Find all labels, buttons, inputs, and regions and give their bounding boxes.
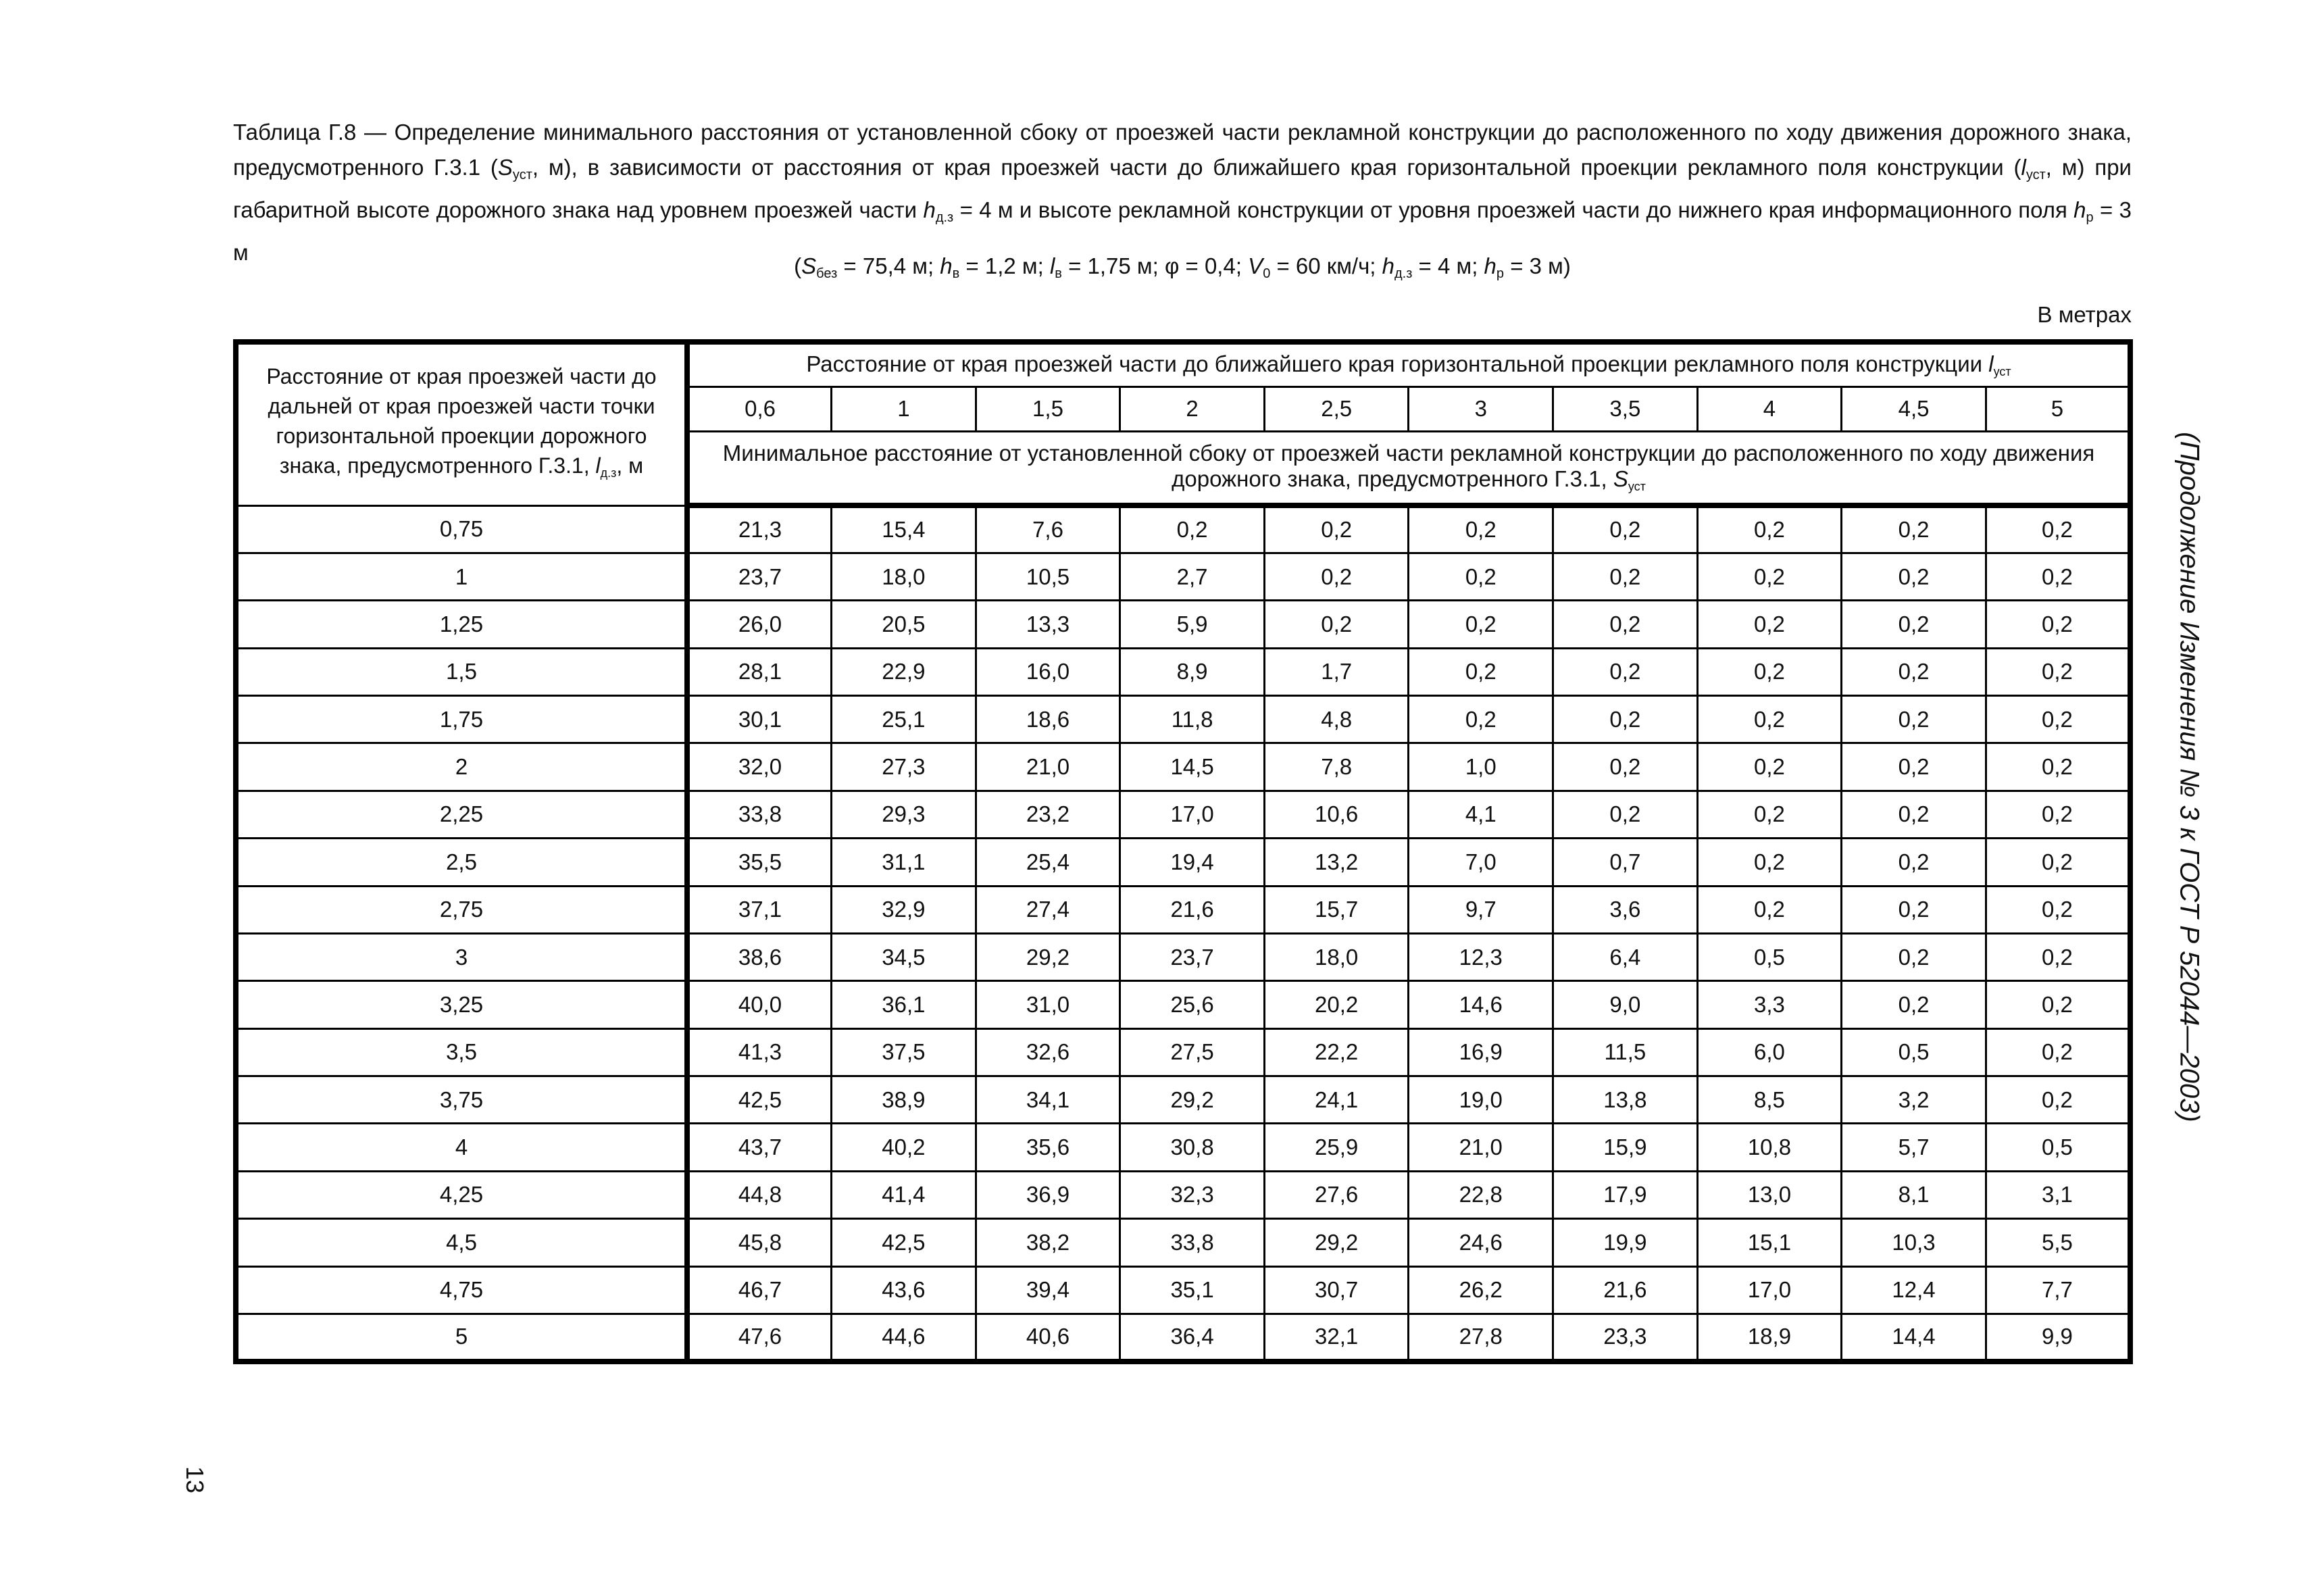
table-cell: 0,2 — [1986, 933, 2130, 980]
table-cell: 7,6 — [976, 505, 1120, 553]
table-cell: 16,0 — [976, 648, 1120, 695]
table-cell: 0,2 — [1697, 743, 1842, 791]
table-cell: 19,0 — [1409, 1076, 1553, 1124]
params-var-sub: д.з — [1394, 266, 1413, 281]
table-row — [236, 1076, 2130, 1124]
table-cell: 10,8 — [1697, 1124, 1842, 1171]
row-label: 4 — [236, 1124, 687, 1171]
caption-text-1: Таблица Г.8 — Определение минимального расстояния от установленной сбоку от проезжей части рекламной конструкции до расположенного по ходу движения дорожного знака, предусмотренного Г.3.1 ( — [233, 120, 2132, 180]
params-var-sub: в — [952, 266, 960, 281]
table-cell: 47,6 — [687, 1314, 832, 1362]
table-cell: 0,2 — [1120, 505, 1265, 553]
table-cell: 20,2 — [1264, 981, 1409, 1028]
params-var-sub: 0 — [1263, 266, 1271, 281]
table-cell: 29,2 — [1120, 1076, 1265, 1124]
caption-text-4: = 4 м и высоте рекламной конструкции от уровня проезжей части до нижнего края информационного поля — [953, 197, 2074, 222]
table-cell: 21,3 — [687, 505, 832, 553]
caption-text-5: = 3 м — [233, 197, 2132, 265]
table-cell: 10,6 — [1264, 791, 1409, 838]
table-cell: 35,1 — [1120, 1266, 1265, 1314]
table-cell: 31,1 — [832, 839, 976, 886]
table-cell: 13,8 — [1553, 1076, 1698, 1124]
values-header — [687, 431, 2130, 505]
table-cell: 16,9 — [1409, 1028, 1553, 1076]
table-row — [236, 886, 2130, 933]
table-cell: 6,0 — [1697, 1028, 1842, 1076]
table-row — [236, 791, 2130, 838]
table-cell: 0,2 — [1697, 648, 1842, 695]
table-cell: 0,5 — [1986, 1124, 2130, 1171]
table-row — [236, 648, 2130, 695]
column-header: 1 — [832, 386, 976, 431]
table-cell: 0,2 — [1986, 553, 2130, 600]
table-cell: 33,8 — [687, 791, 832, 838]
table-cell: 3,2 — [1842, 1076, 1986, 1124]
table-cell: 29,2 — [976, 933, 1120, 980]
table-cell: 7,0 — [1409, 839, 1553, 886]
table-cell: 42,5 — [832, 1219, 976, 1266]
table-row — [236, 1219, 2130, 1266]
row-label: 1 — [236, 553, 687, 600]
table-cell: 40,0 — [687, 981, 832, 1028]
table-cell: 25,4 — [976, 839, 1120, 886]
table-cell: 0,2 — [1264, 505, 1409, 553]
table-cell: 3,3 — [1697, 981, 1842, 1028]
row-header-var: l — [595, 453, 601, 478]
caption-var-s: S — [497, 155, 513, 180]
row-header-label — [236, 342, 687, 505]
params-text: = 4 м; — [1412, 253, 1484, 278]
table-cell: 0,2 — [1842, 886, 1986, 933]
page-number: 13 — [181, 1466, 209, 1494]
table-cell: 44,6 — [832, 1314, 976, 1362]
table-cell: 0,2 — [1553, 791, 1698, 838]
table-cell: 0,2 — [1264, 601, 1409, 648]
table-cell: 20,5 — [832, 601, 976, 648]
table-cell: 5,5 — [1986, 1219, 2130, 1266]
row-label: 2,5 — [236, 839, 687, 886]
table-cell: 21,6 — [1120, 886, 1265, 933]
table-cell: 13,2 — [1264, 839, 1409, 886]
table-cell: 0,2 — [1986, 981, 2130, 1028]
table-cell: 18,6 — [976, 696, 1120, 743]
table-cell: 21,0 — [1409, 1124, 1553, 1171]
caption-var-l-sub: уст — [2026, 168, 2046, 182]
table-cell: 11,5 — [1553, 1028, 1698, 1076]
table-cell: 23,3 — [1553, 1314, 1698, 1362]
table-cell: 27,5 — [1120, 1028, 1265, 1076]
table-cell: 0,2 — [1986, 1076, 2130, 1124]
column-group-text: Расстояние от края проезжей части до ближайшего края горизонтальной проекции рекламного поля конструкции — [806, 351, 1989, 376]
values-header-text: Минимальное расстояние от установленной сбоку от проезжей части рекламной конструкции до расположенного по ходу движения дорожного знака, предусмотренного Г.3.1, — [722, 441, 2095, 492]
table-row — [236, 696, 2130, 743]
column-header: 3,5 — [1553, 386, 1698, 431]
row-label: 2 — [236, 743, 687, 791]
table-cell: 4,1 — [1409, 791, 1553, 838]
table-cell: 29,3 — [832, 791, 976, 838]
row-label: 5 — [236, 1314, 687, 1362]
column-group-header — [687, 342, 2130, 386]
table-cell: 10,5 — [976, 553, 1120, 600]
continuation-note: (Продолжение Изменения № 3 к ГОСТ Р 52044—2003) — [2174, 432, 2205, 1122]
table-cell: 21,0 — [976, 743, 1120, 791]
table-cell: 25,9 — [1264, 1124, 1409, 1171]
table-cell: 0,2 — [1553, 648, 1698, 695]
table-cell: 37,1 — [687, 886, 832, 933]
column-header: 2,5 — [1264, 386, 1409, 431]
table-cell: 38,9 — [832, 1076, 976, 1124]
table-cell: 38,6 — [687, 933, 832, 980]
units-label: В метрах — [2037, 302, 2132, 327]
table-cell: 0,2 — [1986, 648, 2130, 695]
table-row — [236, 1266, 2130, 1314]
table-cell: 4,8 — [1264, 696, 1409, 743]
row-label: 1,75 — [236, 696, 687, 743]
table-row — [236, 1028, 2130, 1076]
table-cell: 32,1 — [1264, 1314, 1409, 1362]
table-cell: 0,2 — [1986, 696, 2130, 743]
table-cell: 0,2 — [1409, 648, 1553, 695]
table-cell: 0,2 — [1697, 791, 1842, 838]
table-cell: 30,7 — [1264, 1266, 1409, 1314]
table-cell: 9,7 — [1409, 886, 1553, 933]
table-cell: 19,4 — [1120, 839, 1265, 886]
table-cell: 23,7 — [687, 553, 832, 600]
table-cell: 0,2 — [1553, 505, 1698, 553]
table-cell: 0,2 — [1697, 886, 1842, 933]
table-cell: 46,7 — [687, 1266, 832, 1314]
table-cell: 0,2 — [1697, 839, 1842, 886]
table-cell: 34,1 — [976, 1076, 1120, 1124]
column-header: 1,5 — [976, 386, 1120, 431]
table-cell: 0,2 — [1409, 505, 1553, 553]
row-label: 2,25 — [236, 791, 687, 838]
row-label: 0,75 — [236, 505, 687, 553]
table-row — [236, 553, 2130, 600]
params-text: = 1,2 м; — [959, 253, 1050, 278]
table-cell: 14,5 — [1120, 743, 1265, 791]
table-cell: 3,1 — [1986, 1171, 2130, 1218]
table-cell: 22,8 — [1409, 1171, 1553, 1218]
table-cell: 0,2 — [1697, 553, 1842, 600]
table-cell: 22,2 — [1264, 1028, 1409, 1076]
table-cell: 22,9 — [832, 648, 976, 695]
table-cell: 29,2 — [1264, 1219, 1409, 1266]
table-cell: 0,2 — [1842, 696, 1986, 743]
table-cell: 0,2 — [1553, 601, 1698, 648]
table-cell: 0,2 — [1264, 553, 1409, 600]
table-cell: 18,0 — [1264, 933, 1409, 980]
table-cell: 25,6 — [1120, 981, 1265, 1028]
table-cell: 0,2 — [1986, 743, 2130, 791]
table-cell: 32,6 — [976, 1028, 1120, 1076]
table-cell: 10,3 — [1842, 1219, 1986, 1266]
table-cell: 0,2 — [1697, 696, 1842, 743]
table-cell: 37,5 — [832, 1028, 976, 1076]
caption-var-s-sub: уст — [512, 168, 532, 182]
table-cell: 8,1 — [1842, 1171, 1986, 1218]
table-cell: 0,2 — [1986, 791, 2130, 838]
table-cell: 1,0 — [1409, 743, 1553, 791]
table-cell: 33,8 — [1120, 1219, 1265, 1266]
table-caption — [233, 115, 2132, 270]
caption-text-3: , м) при габаритной высоте дорожного знака над уровнем проезжей части — [233, 155, 2132, 222]
row-label: 1,5 — [236, 648, 687, 695]
table-cell: 15,9 — [1553, 1124, 1698, 1171]
table-cell: 14,6 — [1409, 981, 1553, 1028]
table-cell: 24,6 — [1409, 1219, 1553, 1266]
table-cell: 32,0 — [687, 743, 832, 791]
column-header: 4 — [1697, 386, 1842, 431]
row-label: 4,5 — [236, 1219, 687, 1266]
table-cell: 3,6 — [1553, 886, 1698, 933]
table-cell: 0,2 — [1986, 1028, 2130, 1076]
table-cell: 0,2 — [1409, 553, 1553, 600]
table-row — [236, 981, 2130, 1028]
table-cell: 1,7 — [1264, 648, 1409, 695]
column-group-var: l — [1988, 351, 1994, 376]
table-cell: 27,3 — [832, 743, 976, 791]
values-header-var: S — [1613, 466, 1628, 492]
table-cell: 40,6 — [976, 1314, 1120, 1362]
table-cell: 36,1 — [832, 981, 976, 1028]
table-row — [236, 743, 2130, 791]
table-cell: 35,6 — [976, 1124, 1120, 1171]
table-cell: 0,2 — [1553, 696, 1698, 743]
table-cell: 0,2 — [1553, 553, 1698, 600]
table-cell: 12,3 — [1409, 933, 1553, 980]
parameters-line — [233, 253, 2132, 282]
table-cell: 25,1 — [832, 696, 976, 743]
caption-var-h: h — [923, 197, 936, 222]
table-cell: 15,7 — [1264, 886, 1409, 933]
table-cell: 9,0 — [1553, 981, 1698, 1028]
table-cell: 19,9 — [1553, 1219, 1698, 1266]
caption-var-l: l — [2021, 155, 2026, 180]
table-cell: 38,2 — [976, 1219, 1120, 1266]
caption-var-hp: h — [2073, 197, 2086, 222]
table-cell: 13,3 — [976, 601, 1120, 648]
table-cell: 31,0 — [976, 981, 1120, 1028]
table-row — [236, 839, 2130, 886]
table-cell: 6,4 — [1553, 933, 1698, 980]
table-cell: 5,9 — [1120, 601, 1265, 648]
column-group-var-sub: уст — [1993, 364, 2011, 378]
params-var: l — [1049, 253, 1055, 278]
table-cell: 9,9 — [1986, 1314, 2130, 1362]
table-cell: 18,9 — [1697, 1314, 1842, 1362]
table-cell: 7,7 — [1986, 1266, 2130, 1314]
table-row — [236, 505, 2130, 553]
table-cell: 0,5 — [1842, 1028, 1986, 1076]
row-label: 3,25 — [236, 981, 687, 1028]
params-var: h — [1484, 253, 1496, 278]
row-label: 4,75 — [236, 1266, 687, 1314]
table-cell: 18,0 — [832, 553, 976, 600]
row-header-var-sub: д.з — [600, 466, 617, 480]
table-cell: 0,2 — [1986, 886, 2130, 933]
table-cell: 0,2 — [1842, 553, 1986, 600]
params-text: ( — [794, 253, 802, 278]
caption-text-2: , м), в зависимости от расстояния от края проезжей части до ближайшего края горизонтальной проекции рекламного поля конструкции ( — [532, 155, 2021, 180]
table-cell: 13,0 — [1697, 1171, 1842, 1218]
table-cell: 41,4 — [832, 1171, 976, 1218]
table-cell: 41,3 — [687, 1028, 832, 1076]
table-cell: 27,6 — [1264, 1171, 1409, 1218]
table-cell: 0,2 — [1697, 505, 1842, 553]
row-label: 2,75 — [236, 886, 687, 933]
table-cell: 0,5 — [1697, 933, 1842, 980]
caption-var-h-sub: д.з — [935, 210, 954, 225]
table-cell: 8,5 — [1697, 1076, 1842, 1124]
row-label: 1,25 — [236, 601, 687, 648]
table-cell: 45,8 — [687, 1219, 832, 1266]
params-var: h — [1382, 253, 1394, 278]
row-label: 4,25 — [236, 1171, 687, 1218]
table-cell: 14,4 — [1842, 1314, 1986, 1362]
column-header: 3 — [1409, 386, 1553, 431]
table-cell: 0,2 — [1553, 743, 1698, 791]
table-cell: 23,7 — [1120, 933, 1265, 980]
params-text: = 60 км/ч; — [1270, 253, 1382, 278]
table-cell: 26,0 — [687, 601, 832, 648]
table-cell: 0,7 — [1553, 839, 1698, 886]
table-cell: 5,7 — [1842, 1124, 1986, 1171]
table-cell: 0,2 — [1409, 601, 1553, 648]
table-cell: 0,2 — [1842, 648, 1986, 695]
params-var: V — [1248, 253, 1263, 278]
table-row — [236, 933, 2130, 980]
distance-table — [233, 339, 2133, 1364]
table-cell: 28,1 — [687, 648, 832, 695]
table-cell: 17,0 — [1120, 791, 1265, 838]
params-var-sub: р — [1496, 266, 1505, 281]
caption-var-hp-sub: р — [2086, 210, 2094, 225]
table-row — [236, 1171, 2130, 1218]
params-var: S — [801, 253, 817, 278]
table-cell: 0,2 — [1842, 839, 1986, 886]
params-var-sub: в — [1055, 266, 1062, 281]
table-cell: 35,5 — [687, 839, 832, 886]
table-cell: 0,2 — [1697, 601, 1842, 648]
row-label: 3,5 — [236, 1028, 687, 1076]
table-cell: 0,2 — [1986, 505, 2130, 553]
table-cell: 30,8 — [1120, 1124, 1265, 1171]
table-cell: 21,6 — [1553, 1266, 1698, 1314]
params-var-sub: без — [816, 266, 838, 281]
values-header-var-sub: уст — [1628, 480, 1646, 494]
table-row — [236, 1124, 2130, 1171]
table-cell: 17,0 — [1697, 1266, 1842, 1314]
table-cell: 0,2 — [1842, 791, 1986, 838]
column-header: 5 — [1986, 386, 2130, 431]
table-cell: 44,8 — [687, 1171, 832, 1218]
column-header: 4,5 — [1842, 386, 1986, 431]
table-cell: 0,2 — [1842, 505, 1986, 553]
params-text: = 1,75 м; φ = 0,4; — [1061, 253, 1249, 278]
row-label: 3,75 — [236, 1076, 687, 1124]
table-cell: 0,2 — [1842, 743, 1986, 791]
table-cell: 32,9 — [832, 886, 976, 933]
table-cell: 0,2 — [1842, 933, 1986, 980]
table-cell: 30,1 — [687, 696, 832, 743]
table-cell: 8,9 — [1120, 648, 1265, 695]
table-cell: 12,4 — [1842, 1266, 1986, 1314]
table-cell: 42,5 — [687, 1076, 832, 1124]
row-header-text: Расстояние от края проезжей части до дальней от края проезжей части точки горизонтальной проекции дорожного знака, предусмотренного Г.3.1, — [266, 364, 657, 478]
table-cell: 15,4 — [832, 505, 976, 553]
table-cell: 32,3 — [1120, 1171, 1265, 1218]
table-cell: 24,1 — [1264, 1076, 1409, 1124]
table-cell: 27,8 — [1409, 1314, 1553, 1362]
params-var: h — [940, 253, 953, 278]
table-cell: 17,9 — [1553, 1171, 1698, 1218]
table-cell: 11,8 — [1120, 696, 1265, 743]
table-cell: 40,2 — [832, 1124, 976, 1171]
table-row — [236, 601, 2130, 648]
table-cell: 34,5 — [832, 933, 976, 980]
table-cell: 39,4 — [976, 1266, 1120, 1314]
table-cell: 0,2 — [1986, 839, 2130, 886]
table-cell: 0,2 — [1842, 981, 1986, 1028]
table-cell: 2,7 — [1120, 553, 1265, 600]
table-cell: 0,2 — [1986, 601, 2130, 648]
table-row — [236, 1314, 2130, 1362]
table-cell: 7,8 — [1264, 743, 1409, 791]
params-text: = 75,4 м; — [837, 253, 940, 278]
table-cell: 27,4 — [976, 886, 1120, 933]
table-cell: 43,6 — [832, 1266, 976, 1314]
row-label: 3 — [236, 933, 687, 980]
table-cell: 23,2 — [976, 791, 1120, 838]
column-header: 2 — [1120, 386, 1265, 431]
row-header-suffix: , м — [616, 453, 644, 478]
column-header: 0,6 — [687, 386, 832, 431]
table-cell: 0,2 — [1409, 696, 1553, 743]
params-text: = 3 м) — [1504, 253, 1571, 278]
table-cell: 26,2 — [1409, 1266, 1553, 1314]
table-cell: 43,7 — [687, 1124, 832, 1171]
table-cell: 0,2 — [1842, 601, 1986, 648]
table-cell: 36,4 — [1120, 1314, 1265, 1362]
table-cell: 15,1 — [1697, 1219, 1842, 1266]
table-cell: 36,9 — [976, 1171, 1120, 1218]
